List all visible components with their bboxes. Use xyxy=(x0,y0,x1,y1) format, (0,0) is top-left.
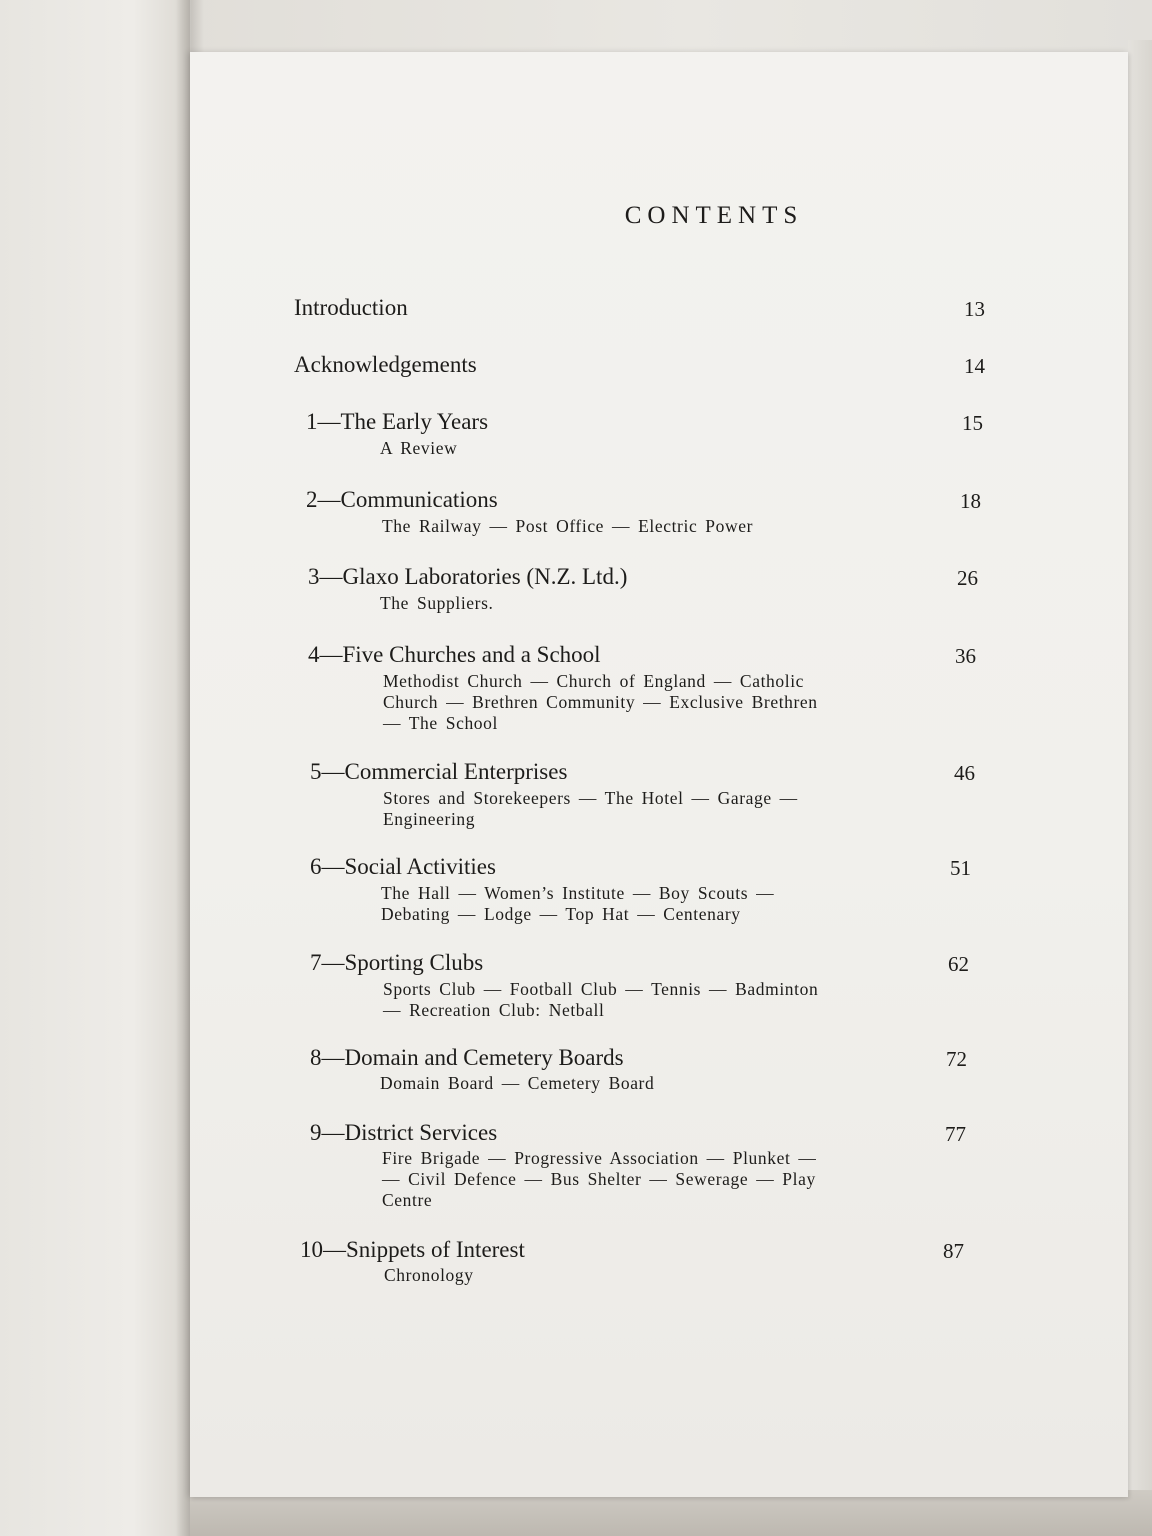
toc-entry-page-number: 87 xyxy=(943,1239,964,1263)
toc-entry-subtopics xyxy=(381,883,901,925)
toc-entry-subtopics xyxy=(382,516,902,537)
toc-entry-title: 3—Glaxo Laboratories (N.Z. Ltd.) xyxy=(308,564,628,589)
toc-subtopic-line: Fire Brigade — Progressive Association — Plunket — xyxy=(382,1148,817,1168)
toc-subtopic-line: — Civil Defence — Bus Shelter — Sewerage — Play xyxy=(382,1169,816,1189)
toc-subtopic-line: The Railway — Post Office — Electric Power xyxy=(382,516,754,536)
toc-entry-title: Acknowledgements xyxy=(294,352,477,377)
toc-entry-subtopics xyxy=(382,1148,902,1211)
toc-entry-page-number: 46 xyxy=(954,761,975,785)
toc-entry-page-number: 36 xyxy=(955,644,976,668)
toc-entry-subtopics xyxy=(384,1265,904,1286)
toc-subtopic-line: A Review xyxy=(380,438,458,458)
toc-entry-title: 4—Five Churches and a School xyxy=(308,642,601,667)
toc-subtopic-line: Centre xyxy=(382,1190,433,1210)
contents-heading: CONTENTS xyxy=(624,202,804,229)
toc-entry-title: Introduction xyxy=(294,295,408,320)
contents-page xyxy=(190,52,1128,1497)
toc-entry-page-number: 18 xyxy=(960,489,981,513)
toc-subtopic-line: Stores and Storekeepers — The Hotel — Garage — xyxy=(383,788,798,808)
toc-subtopic-line: Engineering xyxy=(383,809,476,829)
toc-subtopic-line: Chronology xyxy=(384,1265,474,1285)
toc-entry-subtopics xyxy=(383,979,903,1021)
toc-entry-page-number: 51 xyxy=(950,856,971,880)
toc-entry-page-number: 62 xyxy=(948,952,969,976)
toc-entry-subtopics xyxy=(380,1073,900,1094)
toc-subtopic-line: Debating — Lodge — Top Hat — Centenary xyxy=(381,904,741,924)
toc-entry-title: 7—Sporting Clubs xyxy=(310,950,484,975)
toc-subtopic-line: Church — Brethren Community — Exclusive Brethren xyxy=(383,692,818,712)
toc-entry-page-number: 26 xyxy=(957,566,978,590)
toc-entry-subtopics xyxy=(380,438,900,459)
toc-entry-subtopics xyxy=(383,788,903,830)
page-stack-edge xyxy=(1128,40,1152,1500)
toc-entry-title: 5—Commercial Enterprises xyxy=(310,759,568,784)
toc-entry-title: 1—The Early Years xyxy=(306,409,489,434)
toc-subtopic-line: — The School xyxy=(383,713,498,733)
toc-subtopic-line: — Recreation Club: Netball xyxy=(383,1000,605,1020)
toc-entry-page-number: 77 xyxy=(945,1122,966,1146)
toc-entry-subtopics xyxy=(380,593,900,614)
toc-entry-page-number: 72 xyxy=(946,1047,967,1071)
toc-subtopic-line: Domain Board — Cemetery Board xyxy=(380,1073,655,1093)
toc-subtopic-line: Sports Club — Football Club — Tennis — Badminton xyxy=(383,979,819,999)
toc-entry-title: 8—Domain and Cemetery Boards xyxy=(310,1045,624,1070)
toc-entry-title: 2—Communications xyxy=(306,487,498,512)
toc-entry-title: 10—Snippets of Interest xyxy=(300,1237,525,1262)
toc-entry-page-number: 13 xyxy=(964,297,985,321)
toc-subtopic-line: Methodist Church — Church of England — Catholic xyxy=(383,671,805,691)
toc-subtopic-line: The Suppliers. xyxy=(380,593,494,613)
toc-entry-subtopics xyxy=(383,671,903,734)
toc-subtopic-line: The Hall — Women’s Institute — Boy Scouts — xyxy=(381,883,775,903)
toc-entry-page-number: 14 xyxy=(964,354,985,378)
toc-entry-page-number: 15 xyxy=(962,411,983,435)
facing-page xyxy=(0,0,190,1536)
toc-entry-title: 6—Social Activities xyxy=(310,854,496,879)
toc-entry-title: 9—District Services xyxy=(310,1120,498,1145)
